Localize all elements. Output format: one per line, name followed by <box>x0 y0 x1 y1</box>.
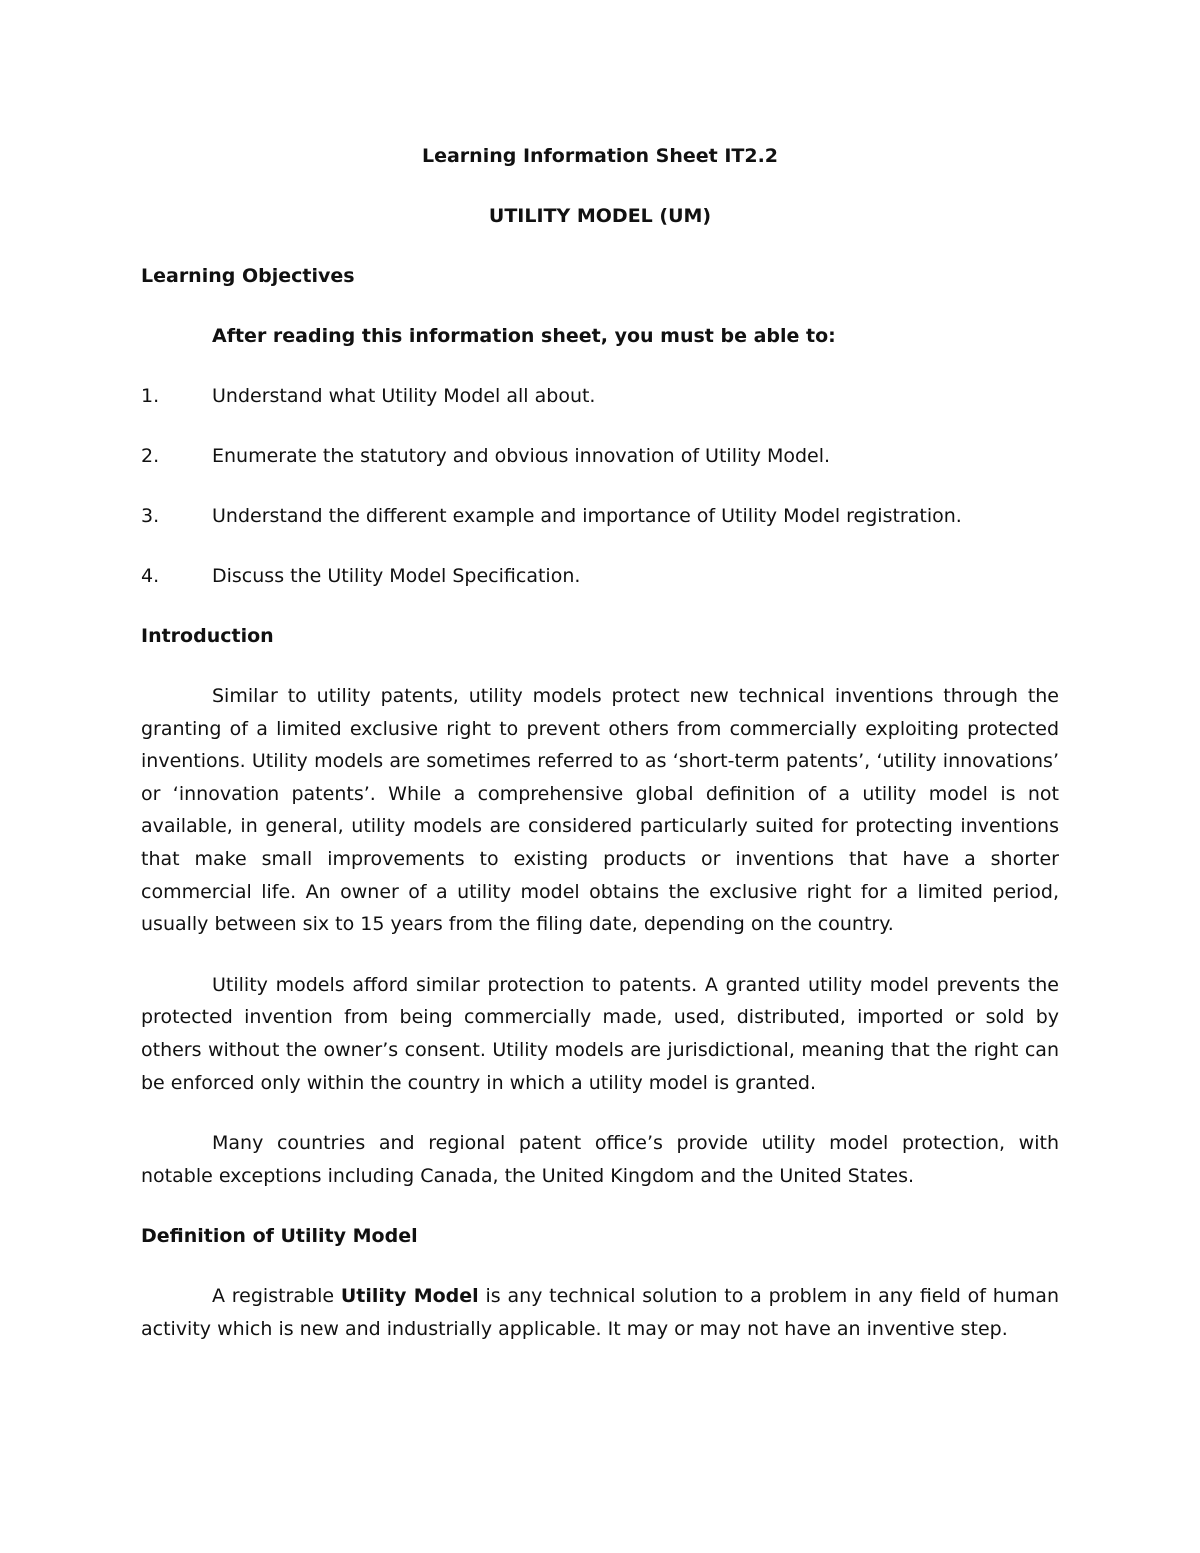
objective-text: Discuss the Utility Model Specification. <box>212 565 581 587</box>
objective-item <box>141 440 1059 472</box>
objective-number: 2. <box>141 445 160 467</box>
objective-item <box>141 380 1059 412</box>
definition-paragraph <box>141 1280 1059 1345</box>
objective-number: 4. <box>141 565 160 587</box>
document-content <box>141 140 1059 1346</box>
definition-heading: Definition of Utility Model <box>141 1225 418 1248</box>
definition-text-before: A registrable <box>212 1285 341 1308</box>
objective-number: 3. <box>141 505 160 527</box>
document-subtitle: UTILITY MODEL (UM) <box>488 205 712 227</box>
introduction-heading: Introduction <box>141 625 274 647</box>
objective-text: Enumerate the statutory and obvious innovation of Utility Model. <box>212 445 831 467</box>
introduction-paragraph: Utility models afford similar protection to patents. A granted utility model prevents the protected invention from being commercially made, used, distributed, imported or sold by others without the owner’s consent. Utility models are jurisdictional, meaning that the right can be enforced only within the country in which a utility model is granted. <box>141 973 1059 1094</box>
definition-text-after: is any technical solution to a problem in any field of human activity which is new and industrially applicable. It may or may not have an inventive step. <box>141 1285 1059 1340</box>
introduction-paragraph: Many countries and regional patent office’s provide utility model protection, with notable exceptions including Canada, the United Kingdom and the United States. <box>141 1132 1059 1187</box>
objective-item <box>141 560 1059 592</box>
objective-text: Understand what Utility Model all about. <box>212 385 596 407</box>
objectives-list <box>141 380 1059 592</box>
objectives-heading: Learning Objectives <box>141 265 355 287</box>
objectives-lead: After reading this information sheet, you must be able to: <box>212 325 836 347</box>
objective-text: Understand the different example and importance of Utility Model registration. <box>212 505 962 527</box>
objective-number: 1. <box>141 385 160 407</box>
objective-item <box>141 500 1059 532</box>
definition-term: Utility Model <box>340 1285 479 1308</box>
document-title: Learning Information Sheet IT2.2 <box>421 145 779 167</box>
introduction-paragraph: Similar to utility patents, utility models protect new technical inventions through the granting of a limited exclusive right to prevent others from commercially exploiting protected inventions. Utility models are sometimes referred to as ‘short-term patents’, ‘utility innovations’ or ‘innovation patents’. While a comprehensive global definition of a utility model is not available, in general, utility models are considered particularly suited for protecting inventions that make small improvements to existing products or inventions that have a shorter commercial life. An owner of a utility model obtains the exclusive right for a limited period, usually between six to 15 years from the filing date, depending on the country. <box>141 685 1059 936</box>
